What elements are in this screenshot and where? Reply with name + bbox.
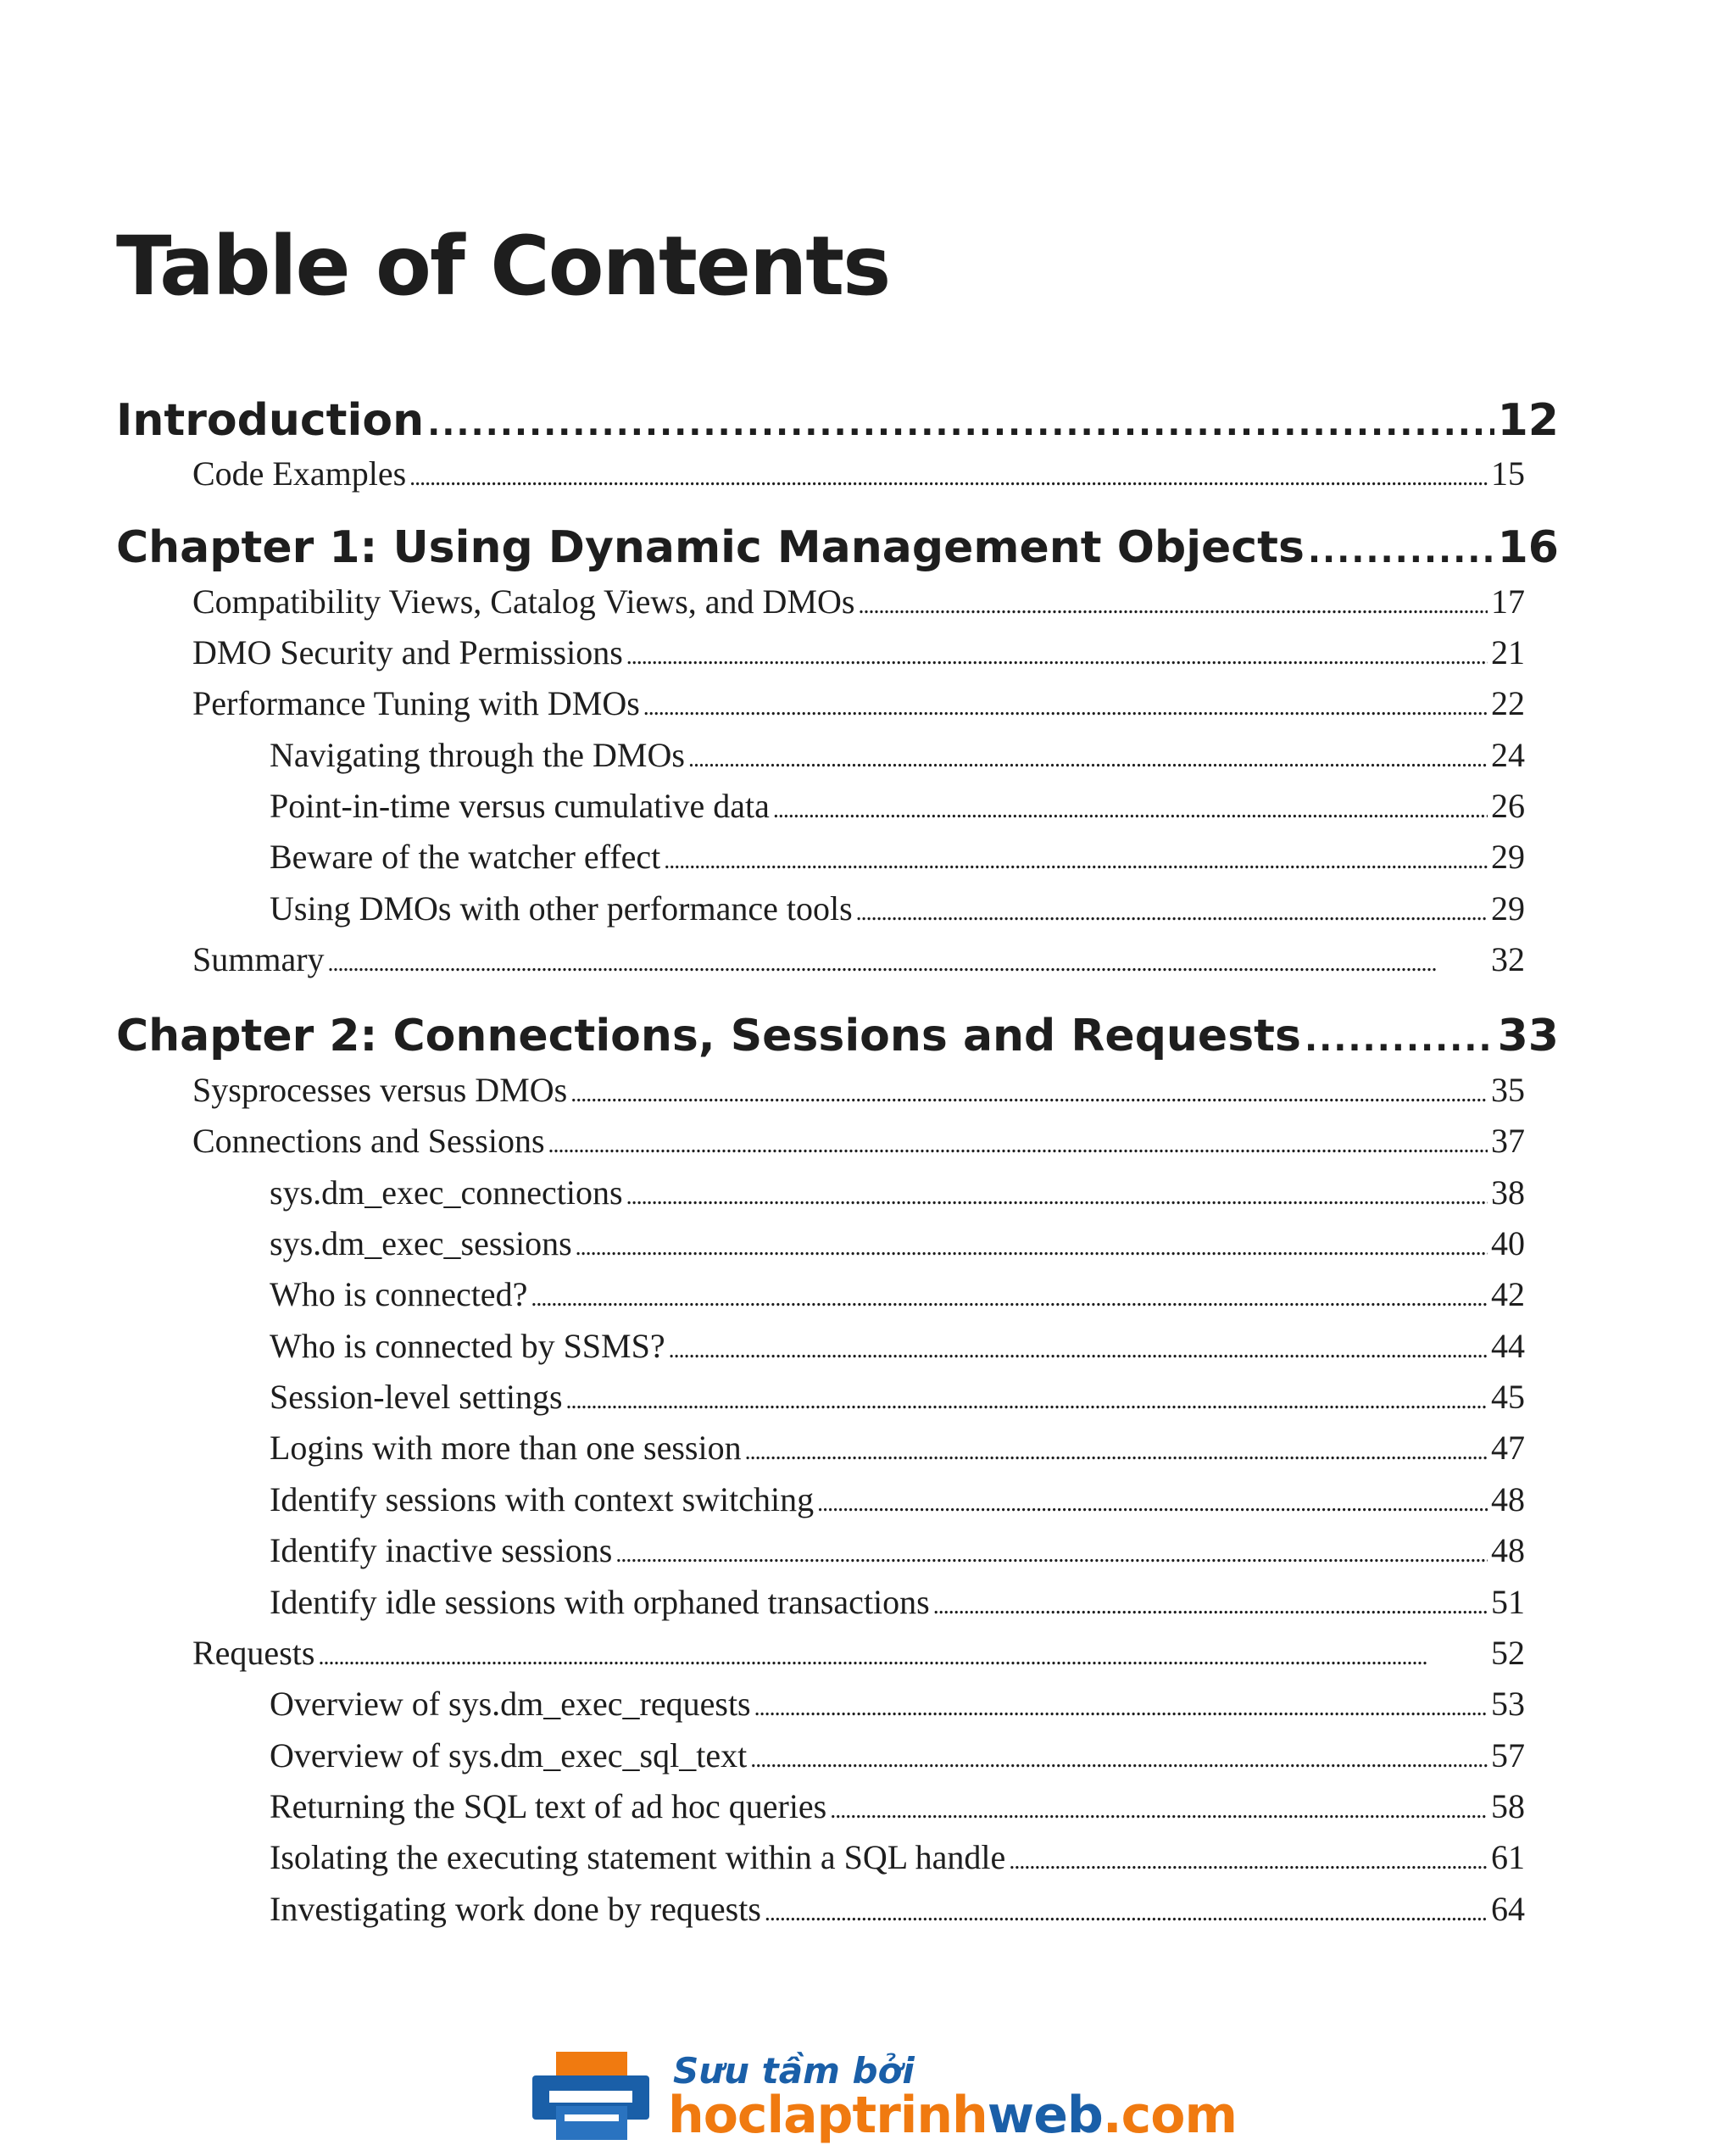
toc-section-entry[interactable]	[192, 1633, 1525, 1675]
toc-page-number: 42	[1491, 1275, 1525, 1313]
toc-page-number: 12	[1497, 395, 1559, 446]
toc-dot-leader	[409, 465, 1488, 492]
toc-section-entry[interactable]	[270, 1479, 1525, 1522]
toc-entry-label: Point-in-time versus cumulative data	[270, 787, 770, 825]
printer-logo-icon	[531, 2050, 658, 2142]
toc-dot-leader	[858, 593, 1488, 620]
toc-dot-leader	[1305, 1020, 1494, 1059]
toc-section-entry[interactable]	[192, 1070, 1525, 1112]
toc-dot-leader	[328, 950, 1488, 978]
toc-dot-leader	[643, 694, 1488, 722]
toc-page-number: 44	[1491, 1327, 1525, 1365]
toc-section-entry[interactable]	[270, 837, 1525, 879]
toc-section-entry[interactable]	[270, 1274, 1525, 1317]
toc-entry-label: Using DMOs with other performance tools	[270, 889, 853, 928]
toc-page-number: 37	[1491, 1122, 1525, 1160]
toc-entry-label: Identify sessions with context switching	[270, 1480, 815, 1518]
toc-section-entry[interactable]	[270, 1223, 1525, 1266]
logo-site-name: hoclaptrinhweb.com	[668, 2086, 1237, 2145]
toc-dot-leader	[664, 848, 1488, 875]
toc-dot-leader	[615, 1541, 1488, 1568]
toc-entry-label: Connections and Sessions	[192, 1122, 545, 1160]
logo-tagline: Sưu tầm bởi	[673, 2050, 915, 2092]
toc-page-number: 52	[1491, 1634, 1525, 1672]
toc-page-number: 17	[1491, 582, 1525, 621]
toc-page-number: 47	[1491, 1429, 1525, 1467]
toc-section-entry[interactable]	[192, 632, 1525, 675]
toc-dot-leader	[933, 1593, 1488, 1620]
toc-section-entry[interactable]	[192, 454, 1525, 496]
toc-page-number: 16	[1497, 522, 1559, 573]
toc-dot-leader	[427, 404, 1494, 443]
toc-dot-leader	[1009, 1848, 1488, 1875]
toc-chapter-entry[interactable]	[116, 395, 1559, 454]
toc-dot-leader	[570, 1081, 1488, 1108]
toc-page-number: 21	[1491, 633, 1525, 671]
toc-page-number: 35	[1491, 1071, 1525, 1109]
toc-entry-label: Sysprocesses versus DMOs	[192, 1071, 568, 1109]
toc-dot-leader	[754, 1695, 1488, 1722]
toc-entry-label: Code Examples	[192, 454, 407, 493]
toc-entry-label: Investigating work done by requests	[270, 1890, 761, 1928]
toc-entry-label: Overview of sys.dm_exec_sql_text	[270, 1736, 748, 1774]
toc-entry-label: Identify idle sessions with orphaned transactions	[270, 1583, 930, 1621]
toc-dot-leader	[773, 797, 1488, 824]
toc-page-number: 51	[1491, 1583, 1525, 1621]
toc-section-entry[interactable]	[270, 1684, 1525, 1726]
toc-dot-leader	[688, 746, 1488, 773]
toc-page-number: 48	[1491, 1531, 1525, 1569]
toc-dot-leader	[745, 1439, 1488, 1466]
toc-page-number: 38	[1491, 1173, 1525, 1212]
toc-dot-leader	[576, 1234, 1488, 1262]
toc-page-number: 26	[1491, 787, 1525, 825]
toc-entry-label: Performance Tuning with DMOs	[192, 684, 640, 722]
toc-page-number: 24	[1491, 736, 1525, 774]
toc-section-entry[interactable]	[270, 1377, 1525, 1419]
toc-entry-label: Returning the SQL text of ad hoc queries	[270, 1787, 827, 1825]
toc-dot-leader	[669, 1337, 1488, 1364]
toc-section-entry[interactable]	[270, 1428, 1525, 1470]
toc-entry-label: Navigating through the DMOs	[270, 736, 685, 774]
toc-page-number: 22	[1491, 684, 1525, 722]
toc-entry-label: Chapter 2: Connections, Sessions and Requests	[116, 1011, 1301, 1061]
toc-entry-label: Summary	[192, 940, 325, 978]
toc-dot-leader	[765, 1900, 1488, 1927]
toc-section-entry[interactable]	[192, 683, 1525, 726]
toc-entry-label: Overview of sys.dm_exec_requests	[270, 1685, 751, 1723]
toc-entry-label: sys.dm_exec_connections	[270, 1173, 623, 1212]
toc-entry-label: Beware of the watcher effect	[270, 838, 661, 876]
toc-page-number: 29	[1491, 838, 1525, 876]
toc-dot-leader	[1308, 532, 1494, 571]
toc-section-entry[interactable]	[192, 582, 1525, 624]
toc-section-entry[interactable]	[192, 939, 1525, 982]
toc-chapter-entry[interactable]	[116, 522, 1559, 582]
toc-section-entry[interactable]	[270, 735, 1525, 777]
toc-section-entry[interactable]	[270, 889, 1525, 931]
toc-page-number: 61	[1491, 1838, 1525, 1876]
toc-page-number: 53	[1491, 1685, 1525, 1723]
toc-dot-leader	[856, 900, 1488, 927]
toc-section-entry[interactable]	[270, 1326, 1525, 1368]
toc-page-number: 64	[1491, 1890, 1525, 1928]
toc-section-entry[interactable]	[270, 1582, 1525, 1624]
toc-section-entry[interactable]	[270, 1736, 1525, 1778]
toc-entry-label: Identify inactive sessions	[270, 1531, 613, 1569]
toc-entry-label: Session-level settings	[270, 1378, 563, 1416]
toc-section-entry[interactable]	[270, 1530, 1525, 1573]
toc-entry-label: sys.dm_exec_sessions	[270, 1224, 572, 1262]
toc-dot-leader	[830, 1797, 1488, 1825]
toc-page-number: 15	[1491, 454, 1525, 493]
toc-section-entry[interactable]	[192, 1121, 1525, 1163]
toc-section-entry[interactable]	[270, 1786, 1525, 1829]
toc-entry-label: DMO Security and Permissions	[192, 633, 623, 671]
toc-entry-label: Introduction	[116, 395, 425, 446]
toc-page-number: 57	[1491, 1736, 1525, 1774]
toc-dot-leader	[750, 1747, 1488, 1774]
footer-watermark-logo	[531, 2050, 1237, 2145]
toc-chapter-entry[interactable]	[116, 1011, 1559, 1070]
toc-entry-label: Who is connected by SSMS?	[270, 1327, 665, 1365]
toc-entry-label: Who is connected?	[270, 1275, 528, 1313]
toc-entry-label: Chapter 1: Using Dynamic Management Objects	[116, 522, 1305, 573]
toc-dot-leader	[318, 1644, 1488, 1671]
toc-section-entry[interactable]	[270, 1889, 1525, 1931]
toc-page-number: 48	[1491, 1480, 1525, 1518]
toc-entry-label: Isolating the executing statement within a SQL handle	[270, 1838, 1006, 1876]
toc-page-number: 58	[1491, 1787, 1525, 1825]
toc-page-number: 33	[1497, 1011, 1559, 1061]
toc-page-number: 29	[1491, 889, 1525, 928]
toc-entry-label: Logins with more than one session	[270, 1429, 742, 1467]
toc-page-number: 45	[1491, 1378, 1525, 1416]
toc-dot-leader	[626, 644, 1488, 671]
toc-dot-leader	[548, 1132, 1488, 1159]
toc-page-number: 40	[1491, 1224, 1525, 1262]
toc-entry-label: Compatibility Views, Catalog Views, and DMOs	[192, 582, 855, 621]
toc-entry-label: Requests	[192, 1634, 315, 1672]
toc-section-entry[interactable]	[270, 786, 1525, 828]
page-title: Table of Contents	[116, 219, 890, 314]
toc-section-entry[interactable]	[270, 1837, 1525, 1880]
toc-dot-leader	[626, 1184, 1488, 1211]
toc-dot-leader	[531, 1285, 1488, 1312]
toc-section-entry[interactable]	[270, 1173, 1525, 1215]
toc-dot-leader	[566, 1388, 1488, 1415]
toc-page-number: 32	[1491, 940, 1525, 978]
toc-dot-leader	[817, 1490, 1488, 1518]
